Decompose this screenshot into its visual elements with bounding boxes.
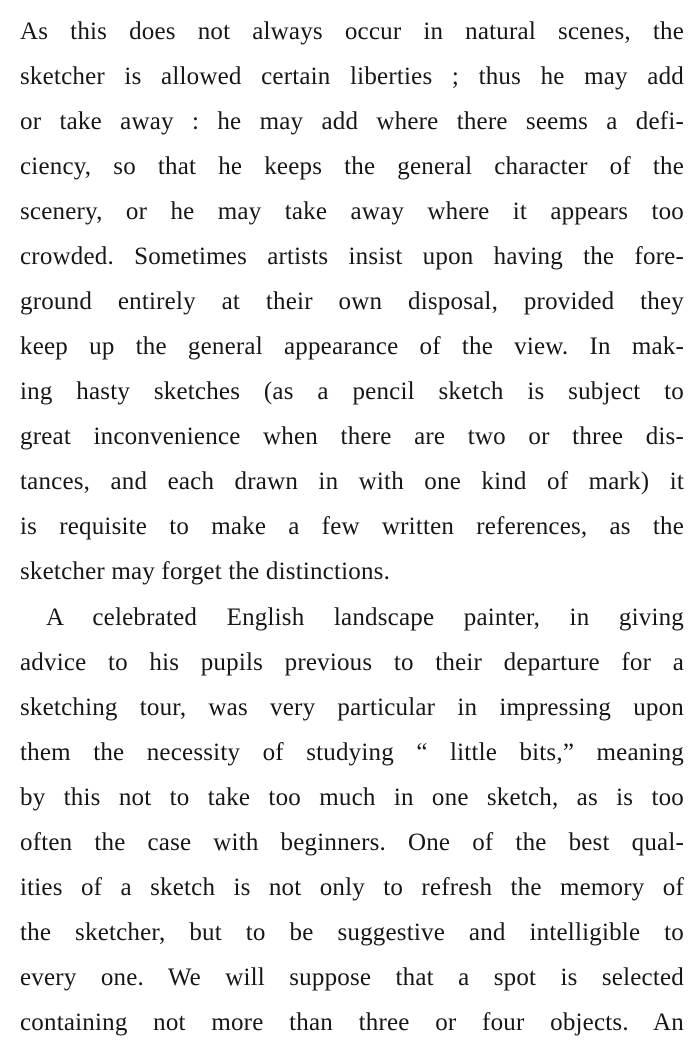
text-line: great inconvenience when there are two or three dis- [20, 423, 684, 450]
text-line: sketcher may forget the distinctions. [20, 558, 391, 585]
text-line: every one. We will suppose that a spot is selected [20, 964, 684, 991]
text-line: is requisite to make a few written references, as the [20, 513, 684, 540]
text-line: As this does not always occur in natural scenes, the [20, 18, 684, 45]
text-line: ities of a sketch is not only to refresh the memory of [20, 874, 684, 901]
text-line: the sketcher, but to be suggestive and intelligible to [20, 919, 684, 946]
text-line: ciency, so that he keeps the general character of the [20, 153, 684, 180]
text-line: A celebrated English landscape painter, in giving [46, 604, 684, 631]
text-line: often the case with beginners. One of the best qual- [20, 829, 684, 856]
text-line: containing not more than three or four objects. An [20, 1009, 684, 1036]
text-line: or take away : he may add where there seems a defi- [20, 108, 684, 135]
text-line: advice to his pupils previous to their departure for a [20, 649, 684, 676]
text-line: ground entirely at their own disposal, provided they [20, 288, 684, 315]
text-line: sketcher is allowed certain liberties ; thus he may add [20, 63, 684, 90]
text-line: by this not to take too much in one sketch, as is too [20, 784, 684, 811]
text-line: ing hasty sketches (as a pencil sketch is subject to [20, 378, 684, 405]
text-line: crowded. Sometimes artists insist upon having the fore- [20, 243, 684, 270]
text-line: keep up the general appearance of the view. In mak- [20, 333, 684, 360]
text-line: sketching tour, was very particular in impressing upon [20, 694, 684, 721]
text-line: scenery, or he may take away where it appears too [20, 198, 684, 225]
text-line: them the necessity of studying “ little bits,” meaning [20, 739, 684, 766]
text-line: tances, and each drawn in with one kind of mark) it [20, 468, 684, 495]
